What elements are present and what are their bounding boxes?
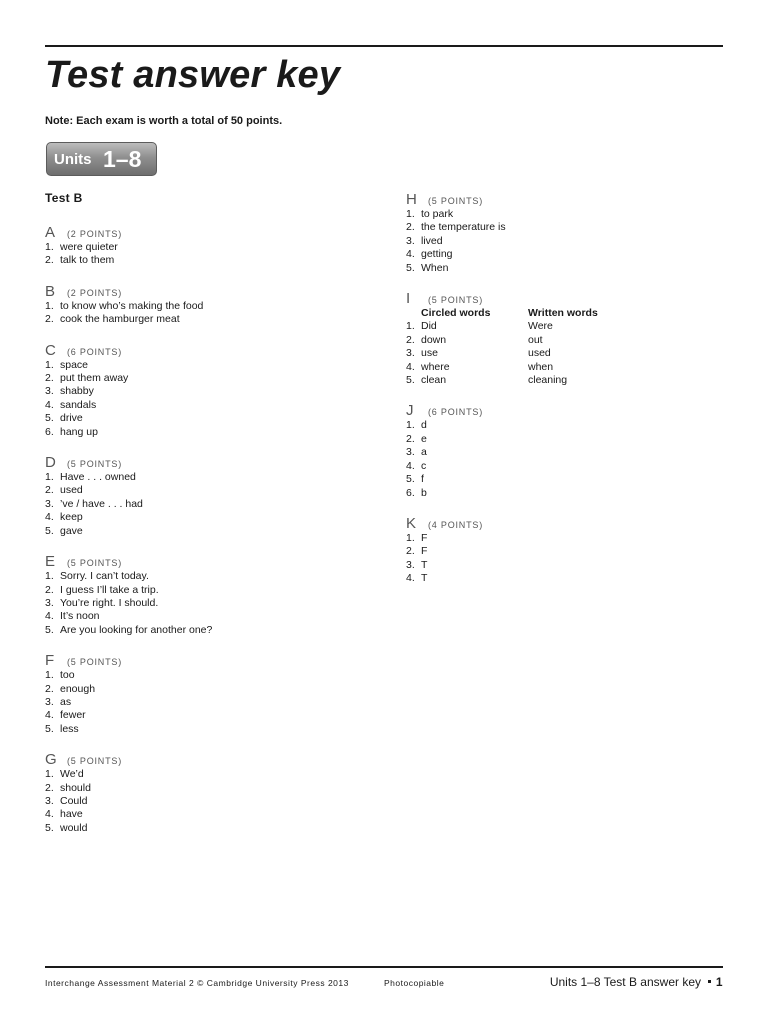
answer-text: lived (421, 234, 443, 247)
section-points: (2 POINTS) (67, 229, 123, 239)
answer-item (406, 572, 726, 585)
section-letter: C (45, 341, 56, 359)
answer-number: 2. (45, 254, 54, 267)
answer-text: shabby (60, 385, 94, 398)
written-word: cleaning (528, 374, 568, 387)
answer-number: 4. (406, 572, 415, 585)
answer-key-title: Units 1–8 Test B answer key (549, 975, 701, 989)
answer-item (45, 511, 365, 524)
answer-text: to know who’s making the food (60, 299, 204, 312)
table-row (406, 374, 598, 387)
section-f (45, 652, 365, 736)
circled-word: clean (421, 374, 447, 387)
answer-item (406, 545, 726, 558)
answer-text: Could (60, 794, 88, 807)
answer-item (406, 262, 726, 275)
photocopiable-label: Photocopiable (384, 978, 445, 988)
answer-text: too (60, 669, 75, 682)
answer-number: 4. (45, 610, 54, 623)
answer-number: 5. (45, 821, 54, 834)
answer-item (45, 412, 365, 425)
answer-number: 4. (45, 398, 54, 411)
section-letter: K (406, 514, 417, 532)
answer-item (406, 487, 726, 500)
section-h (406, 191, 726, 275)
answer-number: 2. (406, 333, 415, 346)
answer-text: sandals (60, 398, 97, 411)
left-column (45, 224, 365, 850)
answer-item (45, 426, 365, 439)
answer-text: I guess I’ll take a trip. (60, 583, 159, 596)
answer-number: 3. (406, 347, 415, 360)
circled-word: where (421, 360, 450, 373)
answer-item (406, 473, 726, 486)
answer-number: 5. (45, 623, 54, 636)
answer-item (45, 471, 365, 484)
section-g (45, 751, 365, 835)
answer-text: f (421, 473, 424, 486)
answer-item (45, 795, 365, 808)
answer-text: put them away (60, 372, 129, 385)
answer-text: cook the hamburger meat (60, 313, 180, 326)
answer-item (45, 597, 365, 610)
answer-item (45, 359, 365, 372)
answer-text: a (421, 446, 427, 459)
answer-number: 4. (406, 248, 415, 261)
answer-text: T (421, 572, 428, 585)
answer-number: 4. (406, 459, 415, 472)
table-row (406, 320, 598, 333)
answer-item (45, 372, 365, 385)
section-j (406, 402, 726, 499)
answer-item (45, 385, 365, 398)
answer-text: enough (60, 682, 96, 695)
answer-number: 1. (45, 669, 54, 682)
answer-item (45, 624, 365, 637)
answer-text: Have . . . owned (60, 471, 136, 484)
answer-item (406, 419, 726, 432)
section-points: (5 POINTS) (428, 196, 484, 206)
answer-item (45, 498, 365, 511)
section-points: (5 POINTS) (428, 295, 484, 306)
written-words-header: Written words (528, 307, 598, 320)
answer-item (406, 433, 726, 446)
section-letter: A (45, 224, 56, 241)
answer-number: 1. (45, 241, 54, 253)
answer-item (45, 709, 365, 722)
section-points: (2 POINTS) (67, 287, 123, 298)
answer-number: 4. (45, 808, 54, 821)
written-word: used (528, 347, 551, 360)
answer-item (45, 669, 365, 682)
answer-number: 6. (45, 425, 54, 438)
table-row (406, 334, 598, 347)
answer-item (45, 768, 365, 781)
answer-number: 1. (45, 358, 54, 371)
publisher-credit: Interchange Assessment Material 2 © Cambridge University Press 2013 (45, 978, 349, 988)
answer-number: 5. (406, 473, 415, 486)
section-points: (5 POINTS) (67, 459, 123, 470)
units-range: 1–8 (103, 146, 142, 172)
answer-number: 4. (406, 360, 415, 373)
answer-number: 2. (45, 583, 54, 596)
answer-number: 3. (45, 385, 54, 398)
answer-text: keep (60, 511, 83, 524)
answer-number: 1. (406, 320, 415, 333)
top-rule (45, 45, 723, 47)
section-k (406, 515, 726, 586)
answer-number: 2. (45, 682, 54, 695)
answer-item (45, 584, 365, 597)
section-a (45, 224, 365, 268)
section-letter: B (45, 282, 56, 300)
answer-text: When (421, 261, 449, 274)
circled-written-table (406, 307, 598, 387)
section-letter: F (45, 652, 55, 670)
answer-number: 2. (45, 372, 54, 385)
written-word: Were (528, 320, 553, 333)
answer-text: were quieter (60, 241, 118, 253)
answer-item (45, 683, 365, 696)
circled-word: down (421, 333, 447, 346)
answer-number: 5. (45, 722, 54, 735)
answer-item (45, 723, 365, 736)
answer-text: ’ve / have . . . had (60, 497, 143, 510)
answer-number: 2. (45, 781, 54, 794)
answer-text: You’re right. I should. (60, 596, 159, 609)
answer-item (45, 610, 365, 623)
answer-number: 5. (406, 261, 415, 274)
answer-item (406, 248, 726, 261)
table-row (406, 361, 598, 374)
answer-text: T (421, 558, 428, 571)
answer-item (406, 559, 726, 572)
answer-number: 3. (45, 497, 54, 510)
answer-item (406, 235, 726, 248)
section-points: (5 POINTS) (67, 558, 123, 569)
answer-number: 1. (406, 419, 415, 432)
answer-text: b (421, 486, 427, 499)
answer-number: 3. (45, 596, 54, 609)
answer-item (45, 808, 365, 821)
answer-number: 2. (45, 484, 54, 497)
answer-text: c (421, 459, 427, 472)
circled-word: Did (421, 320, 437, 333)
section-letter: G (45, 751, 57, 769)
section-d (45, 454, 365, 538)
answer-text: should (60, 781, 91, 794)
answer-number: 6. (406, 486, 415, 499)
answer-item (45, 525, 365, 538)
answer-number: 3. (45, 695, 54, 708)
answer-number: 1. (45, 471, 54, 484)
bullet-separator (708, 980, 711, 983)
answer-number: 3. (406, 446, 415, 459)
answer-number: 3. (406, 558, 415, 571)
answer-number: 5. (45, 412, 54, 425)
answer-number: 1. (406, 531, 415, 544)
answer-text: gave (60, 524, 83, 537)
answer-text: hang up (60, 425, 98, 438)
answer-item (45, 399, 365, 412)
answer-text: d (421, 419, 427, 432)
answer-text: less (60, 722, 79, 735)
answer-text: getting (421, 248, 453, 261)
answer-item (45, 313, 365, 326)
answer-text: talk to them (60, 254, 115, 267)
answer-item (45, 696, 365, 709)
answer-number: 5. (406, 374, 415, 387)
answer-text: F (421, 545, 428, 558)
bottom-rule (45, 966, 723, 968)
answer-item (406, 460, 726, 473)
section-points: (4 POINTS) (428, 519, 484, 530)
section-b (45, 283, 365, 327)
answer-text: Sorry. I can’t today. (60, 570, 149, 583)
page-number: 1 (715, 975, 723, 989)
answer-text: It’s noon (60, 610, 100, 623)
section-letter: D (45, 454, 56, 472)
section-letter: I (406, 290, 411, 308)
answer-text: We’d (60, 768, 84, 781)
table-row (406, 347, 598, 360)
right-column (406, 191, 726, 601)
section-i (406, 290, 726, 387)
answer-item (406, 532, 726, 545)
answer-number: 3. (45, 794, 54, 807)
answer-text: used (60, 484, 83, 497)
answer-number: 2. (406, 545, 415, 558)
answer-number: 1. (406, 208, 415, 220)
answer-number: 1. (45, 299, 54, 312)
answer-number: 2. (406, 432, 415, 445)
answer-text: have (60, 808, 83, 821)
answer-number: 2. (45, 313, 54, 326)
section-points: (6 POINTS) (428, 407, 484, 418)
points-note: Note: Each exam is worth a total of 50 points. (45, 115, 283, 127)
answer-item (45, 570, 365, 583)
answer-number: 4. (45, 709, 54, 722)
circled-word: use (421, 347, 438, 360)
answer-item (45, 254, 365, 267)
section-points: (5 POINTS) (67, 657, 123, 668)
answer-number: 2. (406, 221, 415, 234)
answer-text: F (421, 531, 428, 544)
units-badge (46, 142, 157, 176)
section-e (45, 553, 365, 637)
units-label: Units (54, 151, 92, 168)
section-points: (6 POINTS) (67, 346, 123, 357)
answer-number: 3. (406, 234, 415, 247)
answer-item (45, 484, 365, 497)
answer-text: drive (60, 412, 83, 425)
section-letter: J (406, 402, 414, 420)
page-title: Test answer key (45, 54, 341, 96)
answer-text: Are you looking for another one? (60, 623, 213, 636)
answer-item (45, 241, 365, 254)
answer-number: 4. (45, 511, 54, 524)
answer-text: the temperature is (421, 221, 506, 234)
answer-text: would (60, 821, 88, 834)
page-footer (45, 975, 723, 991)
answer-number: 1. (45, 570, 54, 583)
answer-item (45, 822, 365, 835)
answer-item (45, 300, 365, 313)
answer-item (406, 446, 726, 459)
section-points: (5 POINTS) (67, 756, 123, 767)
answer-item (406, 221, 726, 234)
answer-number: 5. (45, 524, 54, 537)
circled-words-header: Circled words (421, 307, 491, 320)
answer-item (45, 782, 365, 795)
section-c (45, 342, 365, 439)
answer-item (406, 208, 726, 221)
section-letter: H (406, 191, 417, 208)
answer-number: 1. (45, 768, 54, 781)
section-letter: E (45, 553, 56, 571)
test-name: Test B (45, 191, 83, 205)
answer-text: space (60, 358, 89, 371)
answer-text: to park (421, 208, 454, 220)
written-word: when (528, 360, 554, 373)
answer-text: as (60, 695, 72, 708)
answer-text: fewer (60, 709, 86, 722)
written-word: out (528, 333, 543, 346)
answer-text: e (421, 432, 427, 445)
